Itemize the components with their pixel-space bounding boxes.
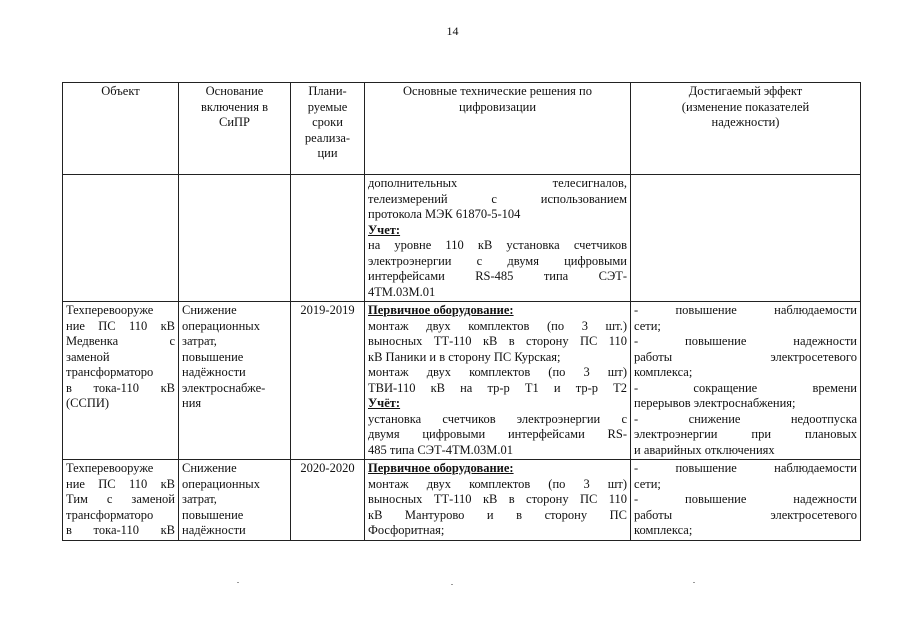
cell-line: затрат, [182,334,217,348]
cell-line: - повышение наблюдаемости [634,303,857,317]
cell-line: - повышение надежности [634,334,857,348]
cell-solutions [365,302,631,460]
cell-basis [179,460,291,541]
cell-effect [631,460,861,541]
scan-speck [451,584,453,585]
cell-line: ния [182,396,202,410]
cell-line: кВ Мантурово и в сторону ПС [368,507,627,522]
program-table [62,82,861,541]
cell-line: монтаж двух комплектов (по 3 шт) [368,365,627,379]
cell-line: 4ТМ.03М.01 [368,284,436,299]
cell-line: протокола МЭК 61870-5-104 [368,207,521,221]
section-heading: Учёт: [368,396,401,410]
cell-line: Фосфоритная; [368,523,445,537]
cell-basis [179,175,291,302]
cell-line: ТВИ-110 кВ на тр-р Т1 и тр-р Т2 [368,380,627,395]
cell-line: - сокращение времени [634,380,857,395]
cell-line: надёжности [182,523,246,537]
table-row [63,302,861,460]
cell-line: повышение [182,349,244,364]
cell-line: электроэнергии при плановых [634,427,857,441]
cell-line: монтаж двух комплектов (по 3 шт) [368,476,627,491]
cell-line: 485 типа СЭТ-4ТМ.03М.01 [368,442,513,457]
cell-line: сети; [634,318,661,333]
cell-terms [291,175,365,302]
cell-line: заменой [66,349,110,364]
cell-solutions [365,460,631,541]
cell-line: перерывов электроснабжения; [634,396,796,410]
cell-line: - снижение недоотпуска [634,411,857,426]
scan-speck [237,582,239,583]
cell-line: затрат, [182,492,217,506]
cell-object [63,302,179,460]
header-terms: Плани- руемые сроки реализа- ции [291,83,365,175]
cell-line: сети; [634,476,661,491]
cell-line: ние ПС 110 кВ [66,318,175,333]
cell-line: телеизмерений с использованием [368,191,627,206]
header-basis: Основание включения в СиПР [179,83,291,175]
table-header-row [63,83,861,175]
cell-line: трансформаторо [66,507,154,522]
cell-line: комплекса; [634,523,693,537]
cell-object [63,460,179,541]
cell-line: двумя цифровыми интерфейсами RS- [368,427,627,441]
cell-effect [631,302,861,460]
cell-solutions [365,175,631,302]
cell-line: Тим с заменой [66,492,175,506]
table-row [63,175,861,302]
cell-line: трансформаторо [66,365,154,379]
cell-line: Техперевооруже [66,303,154,317]
cell-line: кВ Паники и в сторону ПС Курская; [368,349,561,364]
section-heading: Учет: [368,222,401,237]
scan-speck [693,582,695,583]
cell-line: Техперевооруже [66,461,154,475]
cell-line: в тока-110 кВ [66,523,175,537]
cell-terms [291,302,365,460]
page-number: 14 [446,24,459,38]
cell-line: надёжности [182,365,246,379]
cell-line: Медвенка с [66,334,175,348]
header-solutions: Основные технические решения по цифровизации [365,83,631,175]
section-heading: Первичное оборудование: [368,303,514,317]
cell-line: на уровне 110 кВ установка счетчиков [368,238,627,252]
section-heading: Первичное оборудование: [368,461,514,475]
cell-line: работы электросетевого [634,507,857,522]
cell-line: - повышение надежности [634,492,857,506]
cell-line: Снижение [182,303,237,317]
cell-line: операционных [182,476,260,491]
cell-line: и аварийных отключениях [634,442,775,457]
cell-line: установка счетчиков электроэнергии с [368,411,627,426]
terms-value: 2019-2019 [300,303,355,317]
cell-line: Снижение [182,461,237,475]
cell-line: дополнительных телесигналов, [368,176,627,190]
cell-effect [631,175,861,302]
cell-basis [179,302,291,460]
terms-value: 2020-2020 [300,461,355,475]
cell-line: (ССПИ) [66,396,110,410]
cell-line: операционных [182,318,260,333]
cell-line: повышение [182,507,244,522]
cell-line: выносных ТТ-110 кВ в сторону ПС 110 [368,334,627,348]
cell-line: в тока-110 кВ [66,380,175,395]
header-object: Объект [63,83,179,175]
cell-object [63,175,179,302]
cell-line: - повышение наблюдаемости [634,461,857,475]
cell-line: комплекса; [634,365,693,379]
cell-line: интерфейсами RS-485 типа СЭТ- [368,269,627,283]
cell-terms [291,460,365,541]
cell-line: работы электросетевого [634,349,857,364]
cell-line: ние ПС 110 кВ [66,476,175,491]
cell-line: электроснабже- [182,380,266,395]
table-row [63,460,861,541]
cell-line: монтаж двух комплектов (по 3 шт.) [368,318,627,333]
header-effect: Достигаемый эффект (изменение показателей надежности) [631,83,861,175]
cell-line: выносных ТТ-110 кВ в сторону ПС 110 [368,492,627,506]
cell-line: электроэнергии с двумя цифровыми [368,253,627,268]
